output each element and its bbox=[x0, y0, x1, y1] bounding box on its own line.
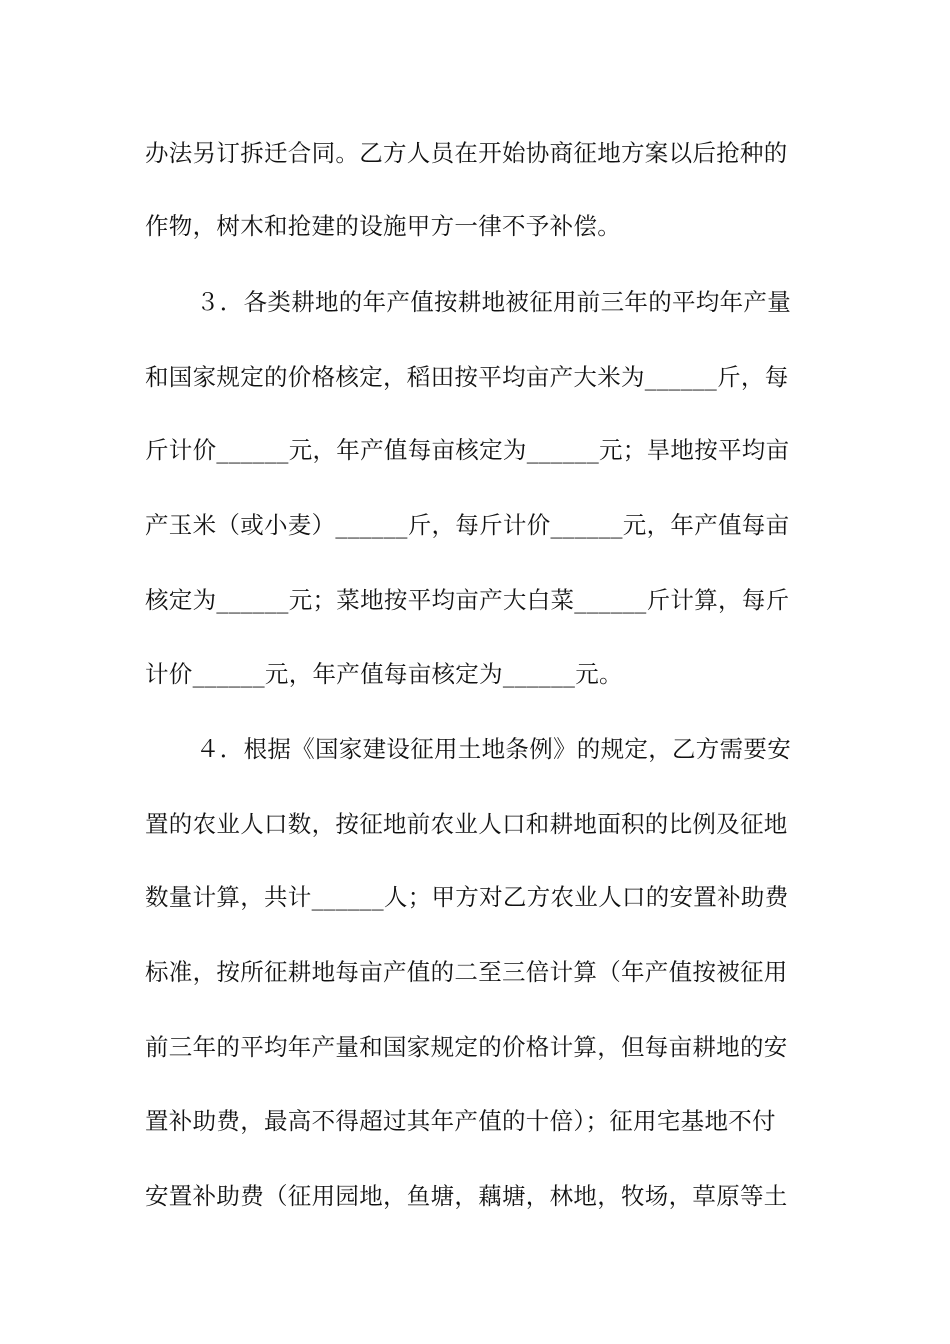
clause-3-line-2: 和国家规定的价格核定，稻田按平均亩产大米为______斤，每 bbox=[145, 363, 789, 391]
clause-4-line-6: 置补助费，最高不得超过其年产值的十倍）；征用宅基地不付 bbox=[145, 1107, 776, 1135]
clause-4-line-3: 数量计算，共计______人；甲方对乙方农业人口的安置补助费 bbox=[145, 883, 789, 911]
clause-4-line-5: 前三年的平均年产量和国家规定的价格计算，但每亩耕地的安 bbox=[145, 1033, 788, 1061]
clause-3-line-1: ３．各类耕地的年产值按耕地被征用前三年的平均年产量 bbox=[196, 288, 791, 316]
clause-3-line-4: 产玉米（或小麦）______斤，每斤计价______元，年产值每亩 bbox=[145, 511, 790, 539]
clause-3-line-3: 斤计价______元，年产值每亩核定为______元；旱地按平均亩 bbox=[145, 436, 790, 464]
clause-4-line-2: 置的农业人口数，按征地前农业人口和耕地面积的比例及征地 bbox=[145, 810, 788, 838]
clause-3-line-6: 计价______元，年产值每亩核定为______元。 bbox=[145, 660, 623, 688]
clause-3-line-5: 核定为______元；菜地按平均亩产大白菜______斤计算，每斤 bbox=[145, 586, 790, 614]
paragraph-line-2: 作物，树木和抢建的设施甲方一律不予补偿。 bbox=[145, 212, 621, 240]
paragraph-line-1: 办法另订拆迁合同。乙方人员在开始协商征地方案以后抢种的 bbox=[145, 139, 788, 167]
clause-4-line-7: 安置补助费（征用园地，鱼塘，藕塘，林地，牧场，草原等土 bbox=[145, 1182, 788, 1210]
clause-4-line-4: 标准，按所征耕地每亩产值的二至三倍计算（年产值按被征用 bbox=[145, 958, 788, 986]
clause-4-line-1: ４．根据《国家建设征用土地条例》的规定，乙方需要安 bbox=[196, 735, 791, 763]
